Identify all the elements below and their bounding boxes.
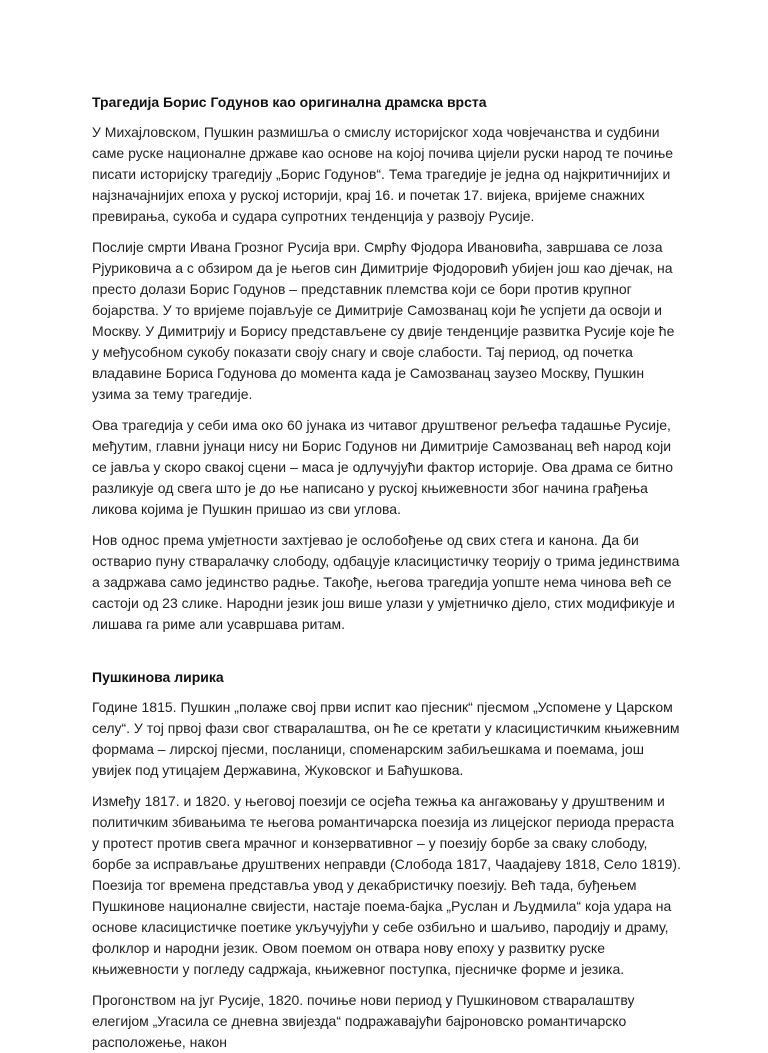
paragraph: Године 1815. Пушкин „полаже свој први испит као пјесник“ пјесмом „Успомене у Царском селу“. У тој првој фази свог стваралаштва, он ће се кретати у класицистичким књижевним формама – лирској пјесми, посланици, споменарским забиљешкама и поемама, још увијек под утицајем Державина, Жуковског и Баћушкова.	[92, 699, 680, 778]
paragraph: Нов однос према умјетности захтјевао је ослобођење од свих стега и канона. Да би остварио пуну стваралачку слободу, одбацује класицистичку теорију о трима јединствима а задржава само јединство радње. Такође, његова трагедија уопште нема чинова већ се састоји од 23 слике. Народни језик још више улази у умјетничко дјело, стих модификује и лишава га риме али усавршава ритам.	[92, 532, 680, 632]
paragraph: Између 1817. и 1820. у његовој поезији се осјећа тежња ка ангажовању у друштвеним и политичким збивањима те његова романтичарска поезија из лицејског периода прераста у протест против свега мрачног и конзервативног – у поезију борбе за сваку слободу, борбе за исправљање друштвених неправди (Слобода 1817, Чаадајеву 1818, Село 1819). Поезија тог времена представља увод у декабристичку поезију. Већ тада, буђењем Пушкинове националне свијести, настаје поема-бајка „Руслан и Људмила“ која удара на основе класицистичке поетике укључујући у себе озбиљно и шаљиво, пародију и драму, фолклор и народни језик. Овом поемом он отвара нову епоху у развитку руске књижевности у погледу садржаја, књижевног поступка, пјесничке форме и језика.	[92, 793, 681, 977]
paragraph: Послије смрти Ивана Грозног Русија ври. Смрћу Фјодора Ивановића, завршава се лоза Рјуриковича а с обзиром да је његов син Димитрије Фјодоровић убијен још као дјечак, на престо долази Борис Годунов – представник племства који се бори против крупног бојарства. У то вријеме појављује се Димитрије Самозванац који ће успјети да освоји и Москву. У Димитрију и Борису представљене су двије тенденције развитка Русије које ће у међусобном сукобу показати своју снагу и своје слабости. Тај период, од почетка владавине Бориса Годунова до момента када је Самозванац заузео Москву, Пушкин узима за тему трагедије.	[92, 239, 675, 402]
section-heading: Трагедија Борис Годунов као оригинална драмска врста	[92, 94, 487, 110]
paragraph: У Михајловском, Пушкин размишља о смислу историјског хода човјечанства и судбини саме руске националне државе као основе на којој почива цијели руски народ те почиње писати историјску трагедију „Борис Годунов“. Тема трагедије је једна од најкритичнијих и најзначајнијих епоха у руској историји, крај 16. и почетак 17. вијека, вријеме снажних превирања, сукоба и судара супротних тенденција у развоју Русије.	[92, 124, 674, 224]
paragraph: Прогонством на југ Русије, 1820. почиње нови период у Пушкиновом стваралаштву елегијом „Угасила се дневна звијезда“ подражавајући бајроновско романтичарско расположење, након	[92, 992, 635, 1050]
paragraph: Ова трагедија у себи има око 60 јунака из читавог друштвеног рељефа тадашње Русије, међутим, главни јунаци нису ни Борис Годунов ни Димитрије Самозванац већ народ који се јавља у скоро свакој сцени – маса је одлучујући фактор историје. Ова драма се битно разликује од свега што је до ње написано у руској књижевности због начина грађења ликова којима је Пушкин пришао из сви углова.	[92, 417, 674, 517]
section-pushkin-lyrics	[92, 668, 684, 1053]
section-boris-godunov	[92, 93, 684, 635]
section-heading: Пушкинова лирика	[92, 669, 224, 685]
